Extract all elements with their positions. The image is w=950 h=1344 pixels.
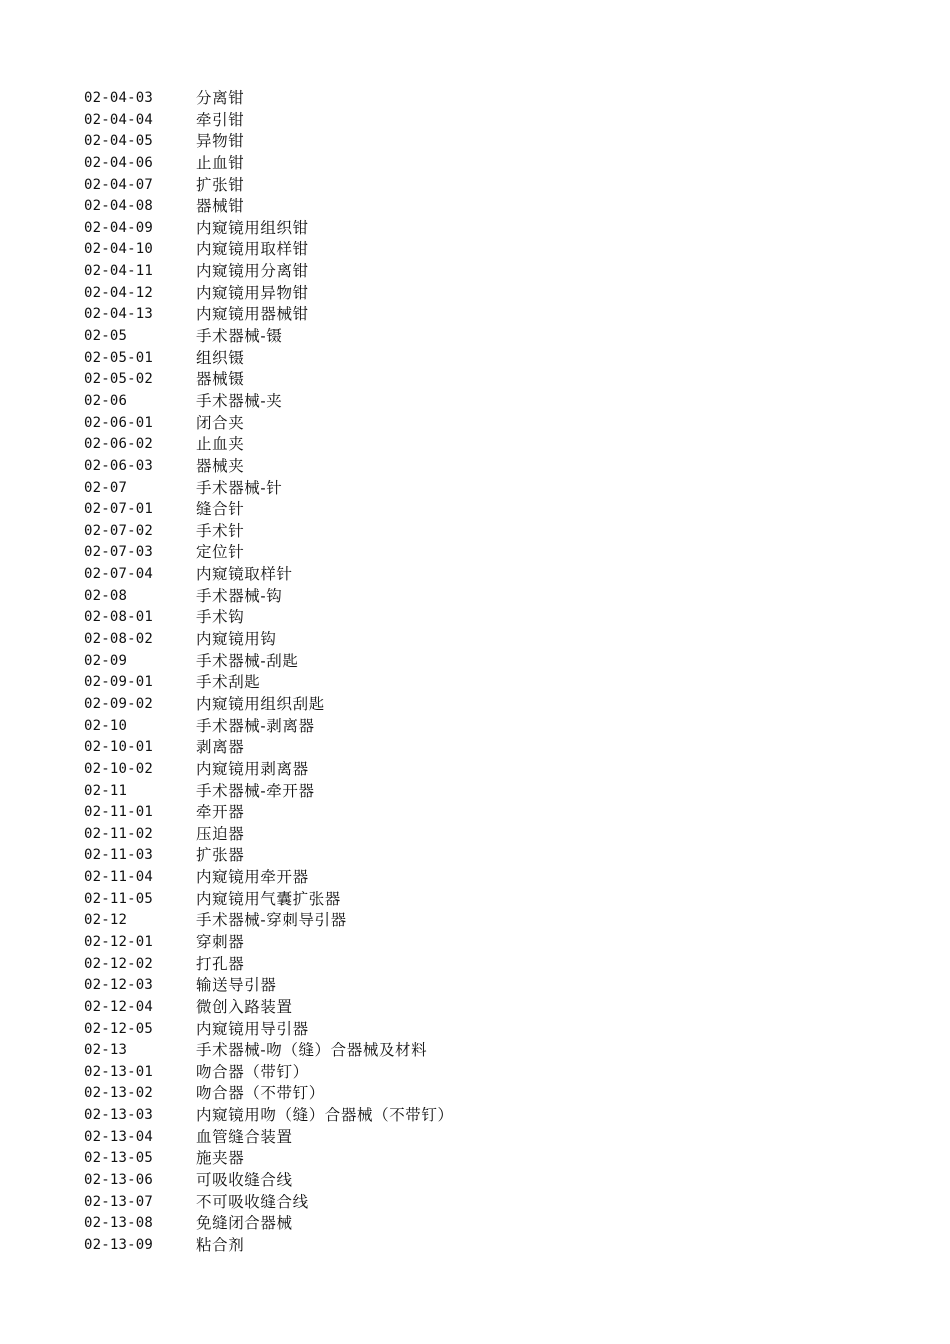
category-code: 02-07-02 bbox=[84, 522, 154, 539]
list-item bbox=[84, 239, 454, 261]
list-item bbox=[84, 1192, 454, 1214]
category-name: 免缝闭合器械 bbox=[196, 1214, 293, 1233]
category-name: 定位针 bbox=[196, 543, 245, 562]
list-item bbox=[84, 1083, 454, 1105]
category-name: 器械夹 bbox=[196, 456, 245, 475]
category-name: 手术器械-剥离器 bbox=[196, 716, 315, 735]
category-code: 02-13-04 bbox=[84, 1128, 154, 1145]
category-name: 内窥镜用组织钳 bbox=[196, 218, 309, 237]
list-item bbox=[84, 261, 454, 283]
list-item bbox=[84, 932, 454, 954]
category-code: 02-07 bbox=[84, 479, 128, 496]
category-code: 02-12-05 bbox=[84, 1020, 154, 1037]
category-code: 02-06-01 bbox=[84, 414, 154, 431]
category-code: 02-07-04 bbox=[84, 566, 154, 583]
category-code: 02-08-02 bbox=[84, 631, 154, 648]
category-code: 02-11 bbox=[84, 782, 128, 799]
category-name: 异物钳 bbox=[196, 132, 245, 151]
category-name: 内窥镜用取样钳 bbox=[196, 240, 309, 259]
category-name: 粘合剂 bbox=[196, 1235, 245, 1254]
category-name: 手术器械-夹 bbox=[196, 391, 283, 410]
list-item bbox=[84, 542, 454, 564]
list-item bbox=[84, 1213, 454, 1235]
classification-list bbox=[84, 88, 454, 1257]
list-item bbox=[84, 283, 454, 305]
category-code: 02-09 bbox=[84, 652, 128, 669]
category-code: 02-12-03 bbox=[84, 977, 154, 994]
category-name: 微创入路装置 bbox=[196, 997, 293, 1016]
category-code: 02-11-03 bbox=[84, 847, 154, 864]
category-code: 02-10 bbox=[84, 717, 128, 734]
list-item bbox=[84, 781, 454, 803]
list-item bbox=[84, 954, 454, 976]
category-code: 02-12-04 bbox=[84, 998, 154, 1015]
category-code: 02-04-03 bbox=[84, 90, 154, 106]
category-name: 内窥镜用异物钳 bbox=[196, 283, 309, 302]
category-code: 02-07-03 bbox=[84, 544, 154, 561]
category-name: 组织镊 bbox=[196, 348, 245, 367]
category-code: 02-13-07 bbox=[84, 1193, 154, 1210]
list-item bbox=[84, 651, 454, 673]
list-item bbox=[84, 175, 454, 197]
category-name: 器械钳 bbox=[196, 197, 245, 216]
category-code: 02-05-02 bbox=[84, 371, 154, 388]
category-code: 02-06 bbox=[84, 392, 128, 409]
category-code: 02-04-10 bbox=[84, 241, 154, 258]
list-item bbox=[84, 153, 454, 175]
category-name: 吻合器（带钉） bbox=[196, 1062, 309, 1081]
category-code: 02-12-01 bbox=[84, 933, 154, 950]
category-code: 02-07-01 bbox=[84, 501, 154, 518]
category-name: 闭合夹 bbox=[196, 413, 245, 432]
category-code: 02-09-02 bbox=[84, 695, 154, 712]
category-name: 手术器械-牵开器 bbox=[196, 781, 315, 800]
category-code: 02-06-02 bbox=[84, 436, 154, 453]
category-name: 可吸收缝合线 bbox=[196, 1171, 293, 1190]
list-item bbox=[84, 1040, 454, 1062]
category-code: 02-04-11 bbox=[84, 263, 154, 280]
category-code: 02-04-12 bbox=[84, 284, 154, 301]
category-code: 02-11-05 bbox=[84, 890, 154, 907]
list-item bbox=[84, 564, 454, 586]
category-code: 02-13-08 bbox=[84, 1215, 154, 1232]
list-item bbox=[84, 694, 454, 716]
category-code: 02-13 bbox=[84, 1042, 128, 1059]
list-item bbox=[84, 672, 454, 694]
category-name: 内窥镜用导引器 bbox=[196, 1019, 309, 1038]
category-name: 不可吸收缝合线 bbox=[196, 1192, 309, 1211]
list-item bbox=[84, 997, 454, 1019]
list-item bbox=[84, 88, 454, 110]
category-name: 止血夹 bbox=[196, 435, 245, 454]
category-code: 02-04-09 bbox=[84, 219, 154, 236]
list-item bbox=[84, 391, 454, 413]
category-code: 02-11-01 bbox=[84, 804, 154, 821]
category-name: 手术器械-穿刺导引器 bbox=[196, 911, 347, 930]
list-item bbox=[84, 1235, 454, 1257]
category-code: 02-08-01 bbox=[84, 609, 154, 626]
list-item bbox=[84, 369, 454, 391]
list-item bbox=[84, 478, 454, 500]
category-code: 02-05-01 bbox=[84, 349, 154, 366]
list-item bbox=[84, 629, 454, 651]
list-item bbox=[84, 499, 454, 521]
category-name: 牵开器 bbox=[196, 803, 245, 822]
category-code: 02-12-02 bbox=[84, 955, 154, 972]
category-name: 扩张钳 bbox=[196, 175, 245, 194]
category-code: 02-13-03 bbox=[84, 1107, 154, 1124]
category-name: 止血钳 bbox=[196, 153, 245, 172]
list-item bbox=[84, 456, 454, 478]
list-item bbox=[84, 218, 454, 240]
list-item bbox=[84, 521, 454, 543]
list-item bbox=[84, 434, 454, 456]
list-item bbox=[84, 889, 454, 911]
category-code: 02-06-03 bbox=[84, 457, 154, 474]
category-code: 02-13-06 bbox=[84, 1172, 154, 1189]
category-name: 扩张器 bbox=[196, 846, 245, 865]
category-code: 02-11-02 bbox=[84, 825, 154, 842]
category-code: 02-10-01 bbox=[84, 739, 154, 756]
category-name: 手术器械-刮匙 bbox=[196, 651, 299, 670]
list-item bbox=[84, 1019, 454, 1041]
category-name: 内窥镜用分离钳 bbox=[196, 262, 309, 281]
category-code: 02-11-04 bbox=[84, 869, 154, 886]
list-item bbox=[84, 131, 454, 153]
category-code: 02-13-09 bbox=[84, 1236, 154, 1253]
list-item bbox=[84, 716, 454, 738]
category-name: 手术钩 bbox=[196, 608, 245, 627]
category-name: 输送导引器 bbox=[196, 976, 277, 995]
category-code: 02-04-05 bbox=[84, 133, 154, 150]
category-name: 器械镊 bbox=[196, 370, 245, 389]
category-code: 02-13-01 bbox=[84, 1063, 154, 1080]
category-name: 手术针 bbox=[196, 521, 245, 540]
category-name: 内窥镜用剥离器 bbox=[196, 759, 309, 778]
list-item bbox=[84, 867, 454, 889]
list-item bbox=[84, 802, 454, 824]
list-item bbox=[84, 304, 454, 326]
list-item bbox=[84, 326, 454, 348]
list-item bbox=[84, 910, 454, 932]
category-name: 内窥镜用组织刮匙 bbox=[196, 694, 325, 713]
list-item bbox=[84, 1127, 454, 1149]
category-code: 02-04-07 bbox=[84, 176, 154, 193]
category-code: 02-04-13 bbox=[84, 306, 154, 323]
category-name: 牵引钳 bbox=[196, 110, 245, 129]
category-name: 内窥镜用器械钳 bbox=[196, 305, 309, 324]
list-item bbox=[84, 586, 454, 608]
list-item bbox=[84, 975, 454, 997]
category-name: 血管缝合装置 bbox=[196, 1127, 293, 1146]
category-name: 打孔器 bbox=[196, 954, 245, 973]
list-item bbox=[84, 413, 454, 435]
category-code: 02-04-04 bbox=[84, 111, 154, 128]
list-item bbox=[84, 737, 454, 759]
category-name: 内窥镜用吻（缝）合器械（不带钉） bbox=[196, 1106, 454, 1125]
category-name: 手术器械-针 bbox=[196, 478, 283, 497]
category-name: 内窥镜取样针 bbox=[196, 565, 293, 584]
list-item bbox=[84, 759, 454, 781]
category-name: 手术器械-吻（缝）合器械及材料 bbox=[196, 1041, 428, 1060]
category-code: 02-10-02 bbox=[84, 760, 154, 777]
category-name: 缝合针 bbox=[196, 500, 245, 519]
category-name: 分离钳 bbox=[196, 89, 245, 107]
list-item bbox=[84, 845, 454, 867]
category-name: 内窥镜用钩 bbox=[196, 630, 277, 649]
category-name: 手术器械-钩 bbox=[196, 586, 283, 605]
list-item bbox=[84, 348, 454, 370]
list-item bbox=[84, 1062, 454, 1084]
category-name: 施夹器 bbox=[196, 1149, 245, 1168]
category-name: 吻合器（不带钉） bbox=[196, 1084, 325, 1103]
category-code: 02-09-01 bbox=[84, 674, 154, 691]
category-code: 02-05 bbox=[84, 328, 128, 345]
list-item bbox=[84, 607, 454, 629]
category-code: 02-04-08 bbox=[84, 198, 154, 215]
category-name: 手术器械-镊 bbox=[196, 327, 283, 346]
category-name: 内窥镜用气囊扩张器 bbox=[196, 889, 341, 908]
category-code: 02-13-02 bbox=[84, 1085, 154, 1102]
category-code: 02-04-06 bbox=[84, 154, 154, 171]
category-name: 手术刮匙 bbox=[196, 673, 261, 692]
category-code: 02-13-05 bbox=[84, 1150, 154, 1167]
category-code: 02-12 bbox=[84, 912, 128, 929]
list-item bbox=[84, 110, 454, 132]
list-item bbox=[84, 1105, 454, 1127]
category-code: 02-08 bbox=[84, 587, 128, 604]
list-item bbox=[84, 196, 454, 218]
category-name: 剥离器 bbox=[196, 738, 245, 757]
category-name: 穿刺器 bbox=[196, 932, 245, 951]
list-item bbox=[84, 824, 454, 846]
list-item bbox=[84, 1170, 454, 1192]
category-name: 压迫器 bbox=[196, 824, 245, 843]
category-name: 内窥镜用牵开器 bbox=[196, 868, 309, 887]
list-item bbox=[84, 1148, 454, 1170]
